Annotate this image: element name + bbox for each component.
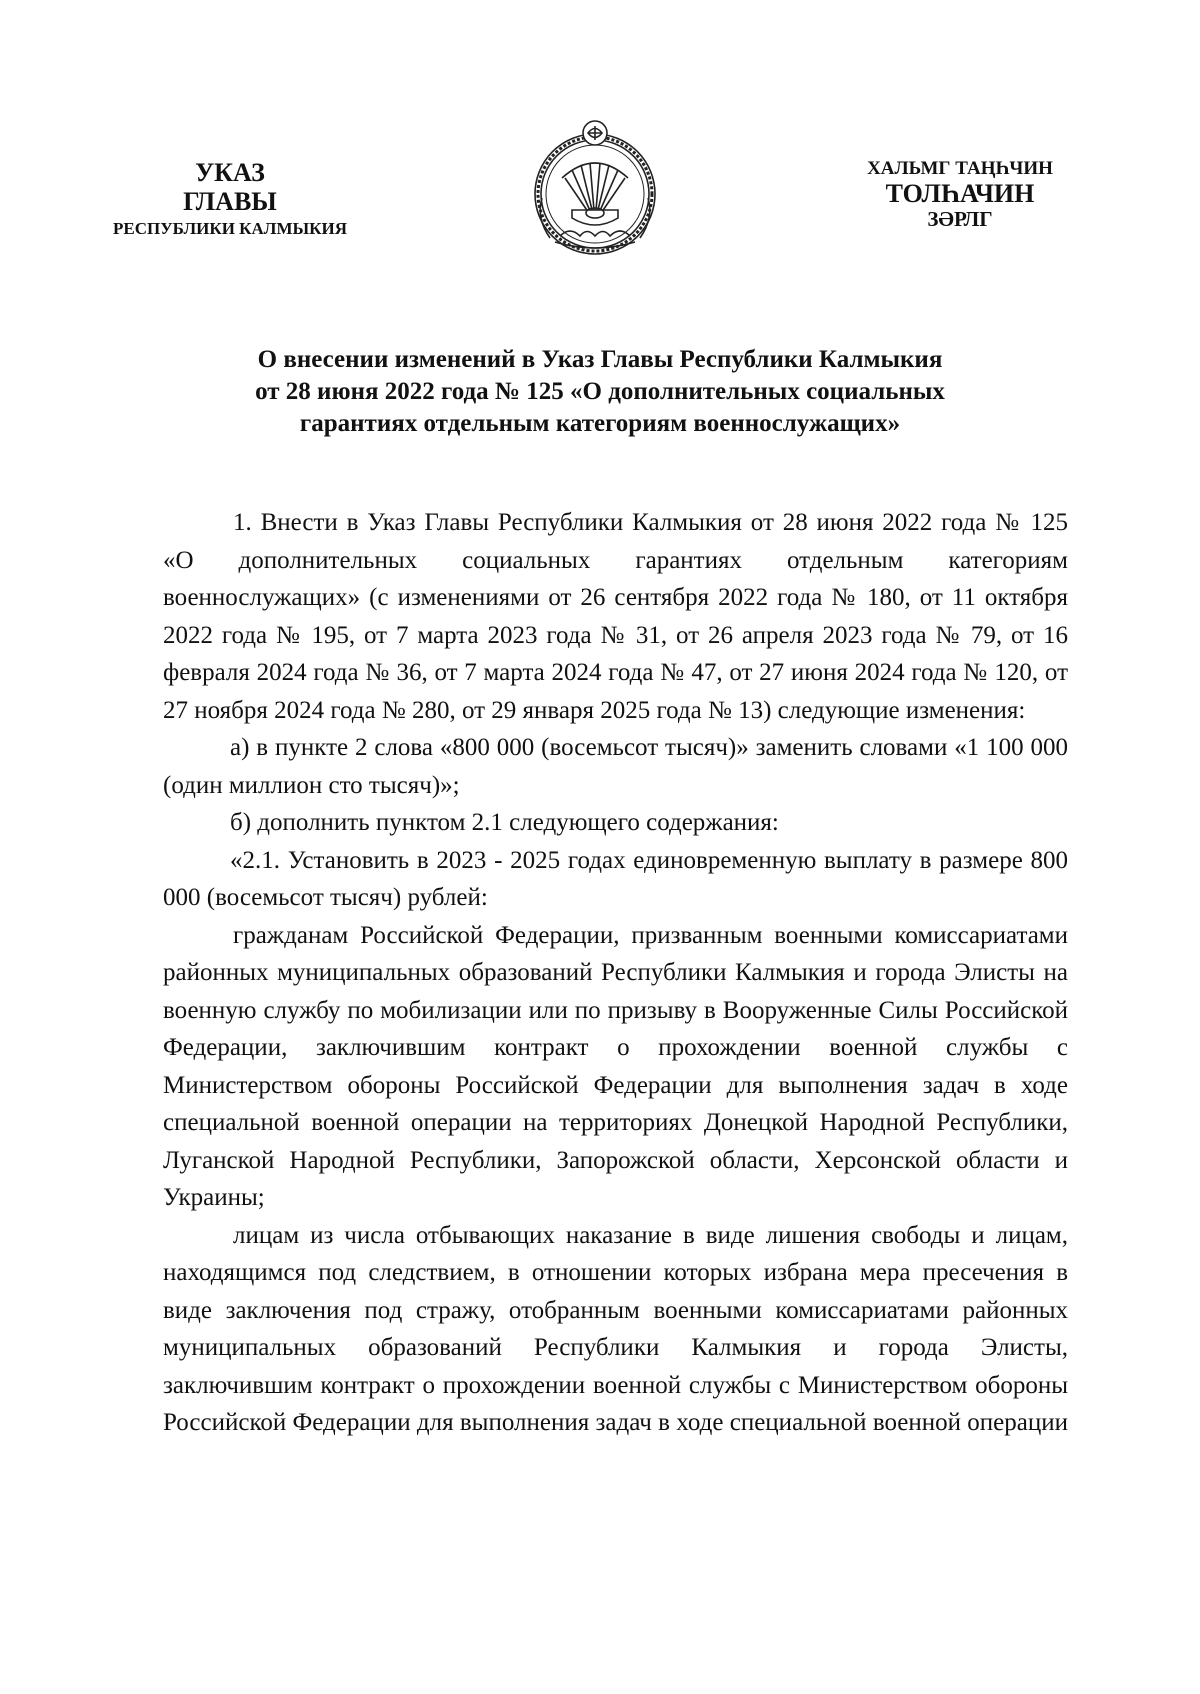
paragraph-5: гражданам Российской Федерации, призванным военными комиссариатами районных муниципальных образований Республики Калмыкия и города Элисты на военную службу по мобилизации или по призыву в Вооруженные Силы Российской Федерации, заключившим контракт о прохождении военной службы с Министерством обороны Российской Федерации для выполнения задач в ходе специальной военной операции на территориях Донецкой Народной Республики, Луганской Народной Республики, Запорожской области, Херсонской области и Украины; — [163, 921, 1068, 1211]
header-right-line-2: ТОЛҺАЧИН — [885, 179, 1035, 209]
document-body — [163, 504, 1068, 1442]
header-left-block — [60, 158, 400, 238]
header-left-line-3: РЕСПУБЛИКИ КАЛМЫКИЯ — [112, 219, 348, 239]
paragraph-4: «2.1. Установить в 2023 - 2025 годах единовременную выплату в размере 800 000 (восемьсот тысяч) рублей: — [163, 846, 1068, 911]
header-left-line-2: ГЛАВЫ — [183, 187, 277, 217]
title-line-2: от 28 июня 2022 года № 125 «О дополнительных социальных — [255, 377, 945, 405]
coat-of-arms-of-kalmykia-emblem — [520, 118, 670, 268]
paragraph-6: лицам из числа отбывающих наказание в виде лишения свободы и лицам, находящимся под следствием, в отношении которых избрана мера пресечения в виде заключения под стражу, отобранным военными комиссариатами районных муниципальных образований Республики Калмыкия и города Элисты, заключившим контракт о прохождении военной службы с Министерством обороны Российской Федерации для выполнения задач в ходе специальной военной операции — [163, 1221, 1068, 1436]
header-left-line-1: УКАЗ — [195, 158, 265, 187]
header-right-line-3: ЗӘРЛГ — [927, 207, 993, 232]
title-line-1: О внесении изменений в Указ Главы Республики Калмыкия — [257, 346, 943, 373]
header-right-line-1: ХАЛЬМГ ТАҢҺЧИН — [867, 158, 1053, 179]
paragraph-1: 1. Внести в Указ Главы Республики Калмыкия от 28 июня 2022 года № 125 «О дополнительных социальных гарантиях отдельным категориям военнослужащих» (с изменениями от 26 сентября 2022 года № 180, от 11 октября 2022 года № 195, от 7 марта 2023 года № 31, от 26 апреля 2023 года № 79, от 16 февраля 2024 года № 36, от 7 марта 2024 года № 47, от 27 июня 2024 года № 120, от 27 ноября 2024 года № 280, от 29 января 2025 года № 13) следующие изменения: — [163, 509, 1068, 724]
title-line-3: гарантиях отдельным категориям военнослужащих» — [299, 409, 901, 437]
document-title — [180, 344, 1020, 439]
paragraph-3: б) дополнить пунктом 2.1 следующего содержания: — [230, 809, 779, 836]
paragraph-2: а) в пункте 2 слова «800 000 (восемьсот тысяч)» заменить словами «1 100 000 (один миллион сто тысяч)»; — [163, 734, 1068, 799]
header-right-block — [820, 158, 1100, 232]
